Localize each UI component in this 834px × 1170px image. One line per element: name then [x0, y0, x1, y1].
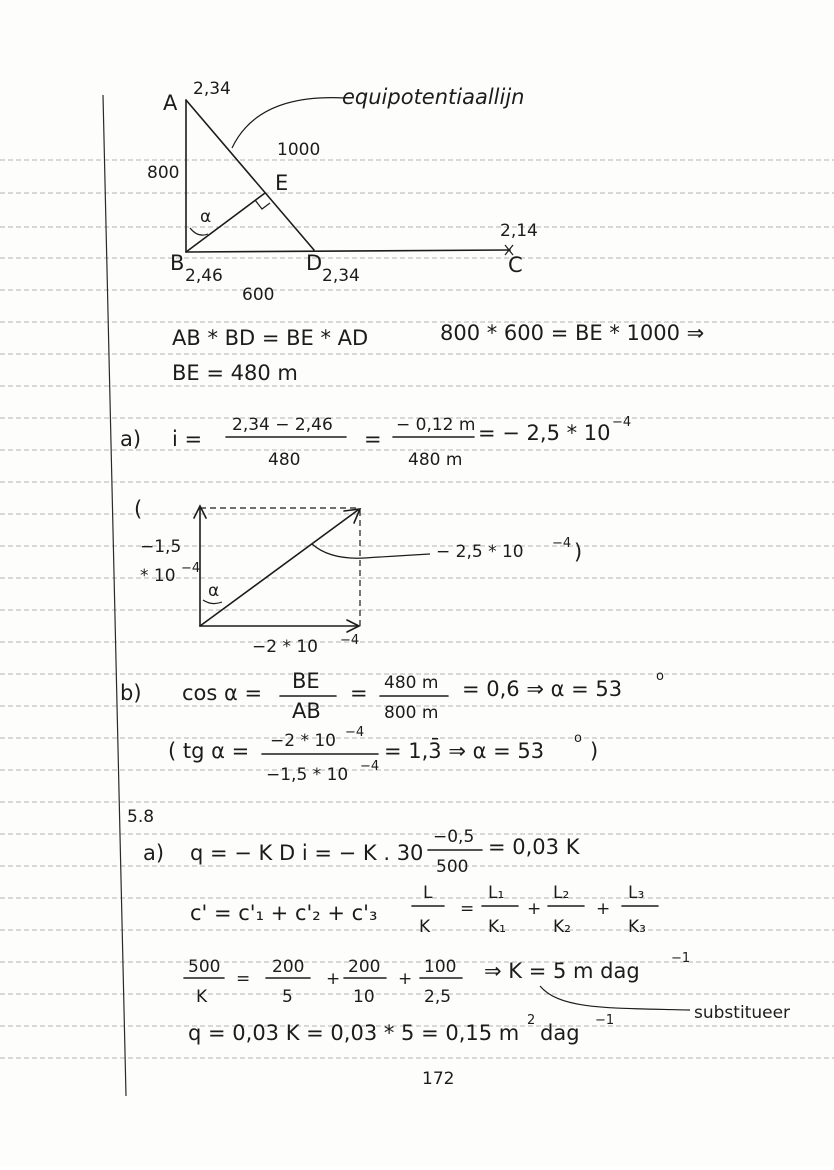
- similarity-substitution: 800 * 600 = BE * 1000 ⇒: [440, 321, 705, 345]
- frac-plus-4: +: [398, 969, 413, 989]
- frac-200b-den: 10: [353, 987, 375, 1007]
- final-q-square: 2: [527, 1013, 536, 1028]
- vertex-d-label: D: [306, 251, 323, 275]
- section-part-a: a): [143, 841, 165, 865]
- darcy-numerator: −0,5: [433, 827, 475, 847]
- frac-L1-num: L₁: [488, 883, 505, 903]
- gradient-result: = − 2,5 * 10: [478, 421, 611, 445]
- vertex-b-label: B: [170, 251, 185, 275]
- cos-equals: =: [350, 681, 368, 705]
- horizontal-component-exp: −4: [340, 633, 360, 648]
- darcy-result: = 0,03 K: [488, 835, 580, 859]
- frac-L-den: K: [419, 917, 431, 937]
- tan-degree: o: [574, 731, 582, 746]
- vertex-a-value: 2,34: [193, 79, 231, 99]
- gradient-numerator-1: 2,34 − 2,46: [232, 415, 333, 435]
- final-q: q = 0,03 K = 0,03 * 5 = 0,15 m: [188, 1021, 520, 1045]
- equipotential-label: equipotentiaallijn: [342, 85, 525, 109]
- frac-500-num: 500: [188, 957, 221, 977]
- final-q-unit: dag: [540, 1021, 580, 1045]
- triangle-diagram: [186, 98, 513, 255]
- tan-alpha: ( tg α =: [168, 739, 250, 763]
- vector-close-paren: ): [574, 540, 583, 564]
- k-result-exp: −1: [671, 951, 691, 966]
- gradient-denominator-1: 480: [268, 450, 301, 470]
- frac-L2-num: L₂: [553, 883, 570, 903]
- resistance-sum: c' = c'₁ + c'₂ + c'₃: [190, 901, 378, 925]
- be-result: BE = 480 m: [172, 361, 298, 385]
- frac-100-den: 2,5: [424, 987, 452, 1007]
- frac-500-den: K: [196, 987, 208, 1007]
- vector-open-paren: (: [134, 497, 143, 521]
- bd-length: 600: [242, 285, 275, 305]
- gradient-numerator-2: − 0,12 m: [396, 415, 476, 435]
- vector-diagram: [194, 506, 430, 632]
- similarity-equation: AB * BD = BE * AD: [172, 326, 369, 350]
- gradient-i-symbol: i =: [172, 427, 203, 451]
- tan-numerator-exp: −4: [345, 725, 365, 740]
- darcy-equation: q = − K D i = − K . 30: [190, 841, 424, 865]
- frac-plus-2: +: [596, 899, 611, 919]
- cos-result: = 0,6 ⇒ α = 53: [462, 677, 623, 701]
- tan-denominator: −1,5 * 10: [266, 765, 349, 785]
- gradient-exponent: −4: [612, 415, 632, 430]
- vertex-c-label: C: [508, 253, 523, 277]
- frac-plus-1: +: [527, 899, 542, 919]
- vertex-c-value: 2,14: [500, 221, 538, 241]
- k-result: ⇒ K = 5 m dag: [484, 959, 640, 983]
- vertex-a-label: A: [163, 91, 178, 115]
- final-q-exp: −1: [595, 1013, 615, 1028]
- frac-L2-den: K₂: [553, 917, 571, 937]
- frac-L1-den: K₁: [488, 917, 506, 937]
- cos-numerator-1: BE: [292, 669, 320, 693]
- alpha-symbol: α: [200, 207, 212, 227]
- gradient-denominator-2: 480 m: [408, 450, 463, 470]
- tan-close-paren: ): [590, 739, 599, 763]
- frac-equals-2: =: [236, 969, 251, 989]
- part-a-label: a): [120, 427, 142, 451]
- cos-denominator-2: 800 m: [384, 703, 439, 723]
- page-number: 172: [422, 1069, 455, 1089]
- vertical-component-1: −1,5: [140, 537, 182, 557]
- ruled-lines: [0, 160, 834, 1058]
- frac-200b-num: 200: [348, 957, 381, 977]
- vector-alpha: α: [208, 581, 220, 601]
- frac-plus-3: +: [326, 969, 341, 989]
- ab-length: 800: [147, 163, 180, 183]
- frac-200-num: 200: [272, 957, 305, 977]
- substitute-note: substitueer: [694, 1003, 791, 1023]
- frac-L3-num: L₃: [628, 883, 645, 903]
- tan-numerator: −2 * 10: [270, 731, 336, 751]
- tan-result: = 1,3̄ ⇒ α = 53: [384, 739, 545, 763]
- cos-alpha: cos α =: [182, 681, 263, 705]
- horizontal-component: −2 * 10: [252, 637, 318, 657]
- frac-100-num: 100: [424, 957, 457, 977]
- resultant-gradient: − 2,5 * 10: [436, 542, 524, 562]
- vertex-e-label: E: [275, 171, 289, 195]
- frac-L3-den: K₃: [628, 917, 646, 937]
- vertical-component-2: * 10: [140, 566, 176, 586]
- part-b-label: b): [120, 681, 142, 705]
- cos-denominator-1: AB: [292, 699, 321, 723]
- cos-degree: o: [656, 669, 664, 684]
- vertical-component-exp: −4: [181, 561, 201, 576]
- frac-L-num: L: [423, 883, 433, 903]
- section-number: 5.8: [127, 807, 155, 827]
- resultant-gradient-exp: −4: [552, 536, 572, 551]
- cos-numerator-2: 480 m: [384, 673, 439, 693]
- frac-equals: =: [460, 899, 475, 919]
- gradient-equals: =: [364, 427, 382, 451]
- tan-denominator-exp: −4: [360, 759, 380, 774]
- frac-200-den: 5: [282, 987, 293, 1007]
- darcy-denominator: 500: [436, 857, 469, 877]
- ad-length: 1000: [277, 140, 321, 160]
- margin-line: [103, 95, 126, 1096]
- vertex-b-value: 2,46: [185, 266, 223, 286]
- substitute-arrow: [540, 986, 690, 1010]
- vertex-d-value: 2,34: [322, 266, 360, 286]
